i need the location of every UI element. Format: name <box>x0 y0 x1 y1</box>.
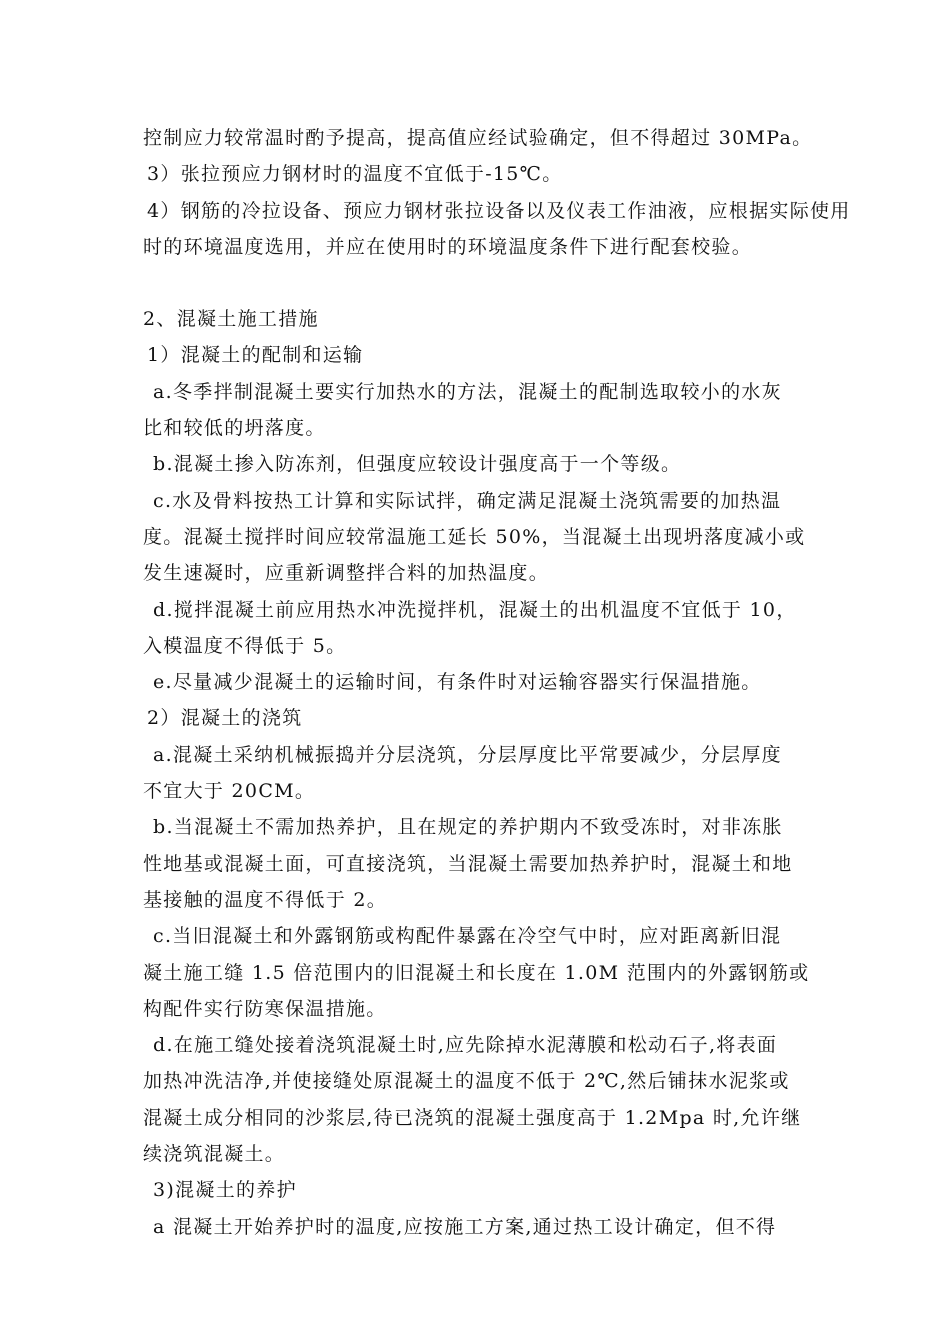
list-item: 4）钢筋的冷拉设备、预应力钢材张拉设备以及仪表工作油液，应根据实际使用 <box>147 199 851 222</box>
list-item: c.当旧混凝土和外露钢筋或构配件暴露在冷空气中时，应对距离新旧混 <box>153 925 782 948</box>
list-item: b.当混凝土不需加热养护，且在规定的养护期内不致受冻时，对非冻胀 <box>153 816 783 839</box>
paragraph-line: 加热冲洗洁净,并使接缝处原混凝土的温度不低于 2℃,然后铺抹水泥浆或 <box>143 1070 790 1093</box>
paragraph-line: 时的环境温度选用，并应在使用时的环境温度条件下进行配套校验。 <box>143 235 753 258</box>
subsection-heading: 2）混凝土的浇筑 <box>147 707 303 730</box>
section-gap <box>143 265 865 301</box>
paragraph-line: 续浇筑混凝土。 <box>143 1143 286 1166</box>
paragraph-line: 基接触的温度不得低于 2。 <box>143 888 388 911</box>
list-item: a.冬季拌制混凝土要实行加热水的方法，混凝土的配制选取较小的水灰 <box>153 380 782 403</box>
list-item: e.尽量减少混凝土的运输时间，有条件时对运输容器实行保温措施。 <box>153 671 762 694</box>
list-item: d.搅拌混凝土前应用热水冲洗搅拌机，混凝土的出机温度不宜低于 10， <box>153 598 797 621</box>
paragraph-line: 混凝土成分相同的沙浆层,待已浇筑的混凝土强度高于 1.2Mpa 时,允许继 <box>143 1106 802 1129</box>
document-body <box>143 120 865 1245</box>
paragraph-line: 构配件实行防寒保温措施。 <box>143 997 387 1020</box>
subsection-heading: 3)混凝土的养护 <box>153 1179 297 1202</box>
section-heading: 2、混凝土施工措施 <box>143 308 319 331</box>
paragraph-line: 凝土施工缝 1.5 倍范围内的旧混凝土和长度在 1.0M 范围内的外露钢筋或 <box>143 961 810 984</box>
paragraph-line: 度。混凝土搅拌时间应较常温施工延长 50%，当混凝土出现坍落度减小或 <box>143 525 806 548</box>
list-item: a 混凝土开始养护时的温度,应按施工方案,通过热工设计确定，但不得 <box>153 1215 777 1238</box>
subsection-heading: 1）混凝土的配制和运输 <box>147 344 364 367</box>
paragraph-line: 发生速凝时，应重新调整拌合料的加热温度。 <box>143 562 550 585</box>
list-item: c.水及骨料按热工计算和实际试拌，确定满足混凝土浇筑需要的加热温 <box>153 489 782 512</box>
paragraph-line: 入模温度不得低于 5。 <box>143 634 347 657</box>
paragraph-line: 性地基或混凝土面，可直接浇筑，当混凝土需要加热养护时，混凝土和地 <box>143 852 793 875</box>
list-item: d.在施工缝处接着浇筑混凝土时,应先除掉水泥薄膜和松动石子,将表面 <box>153 1034 778 1057</box>
list-item: 3）张拉预应力钢材时的温度不宜低于-15℃。 <box>147 163 563 186</box>
paragraph-line: 比和较低的坍落度。 <box>143 417 326 440</box>
list-item: b.混凝土掺入防冻剂，但强度应较设计强度高于一个等级。 <box>153 453 682 476</box>
paragraph-line: 不宜大于 20CM。 <box>143 780 316 803</box>
paragraph-line: 控制应力较常温时酌予提高，提高值应经试验确定，但不得超过 30MPa。 <box>143 127 813 149</box>
list-item: a.混凝土采纳机械振捣并分层浇筑，分层厚度比平常要减少，分层厚度 <box>153 743 782 766</box>
